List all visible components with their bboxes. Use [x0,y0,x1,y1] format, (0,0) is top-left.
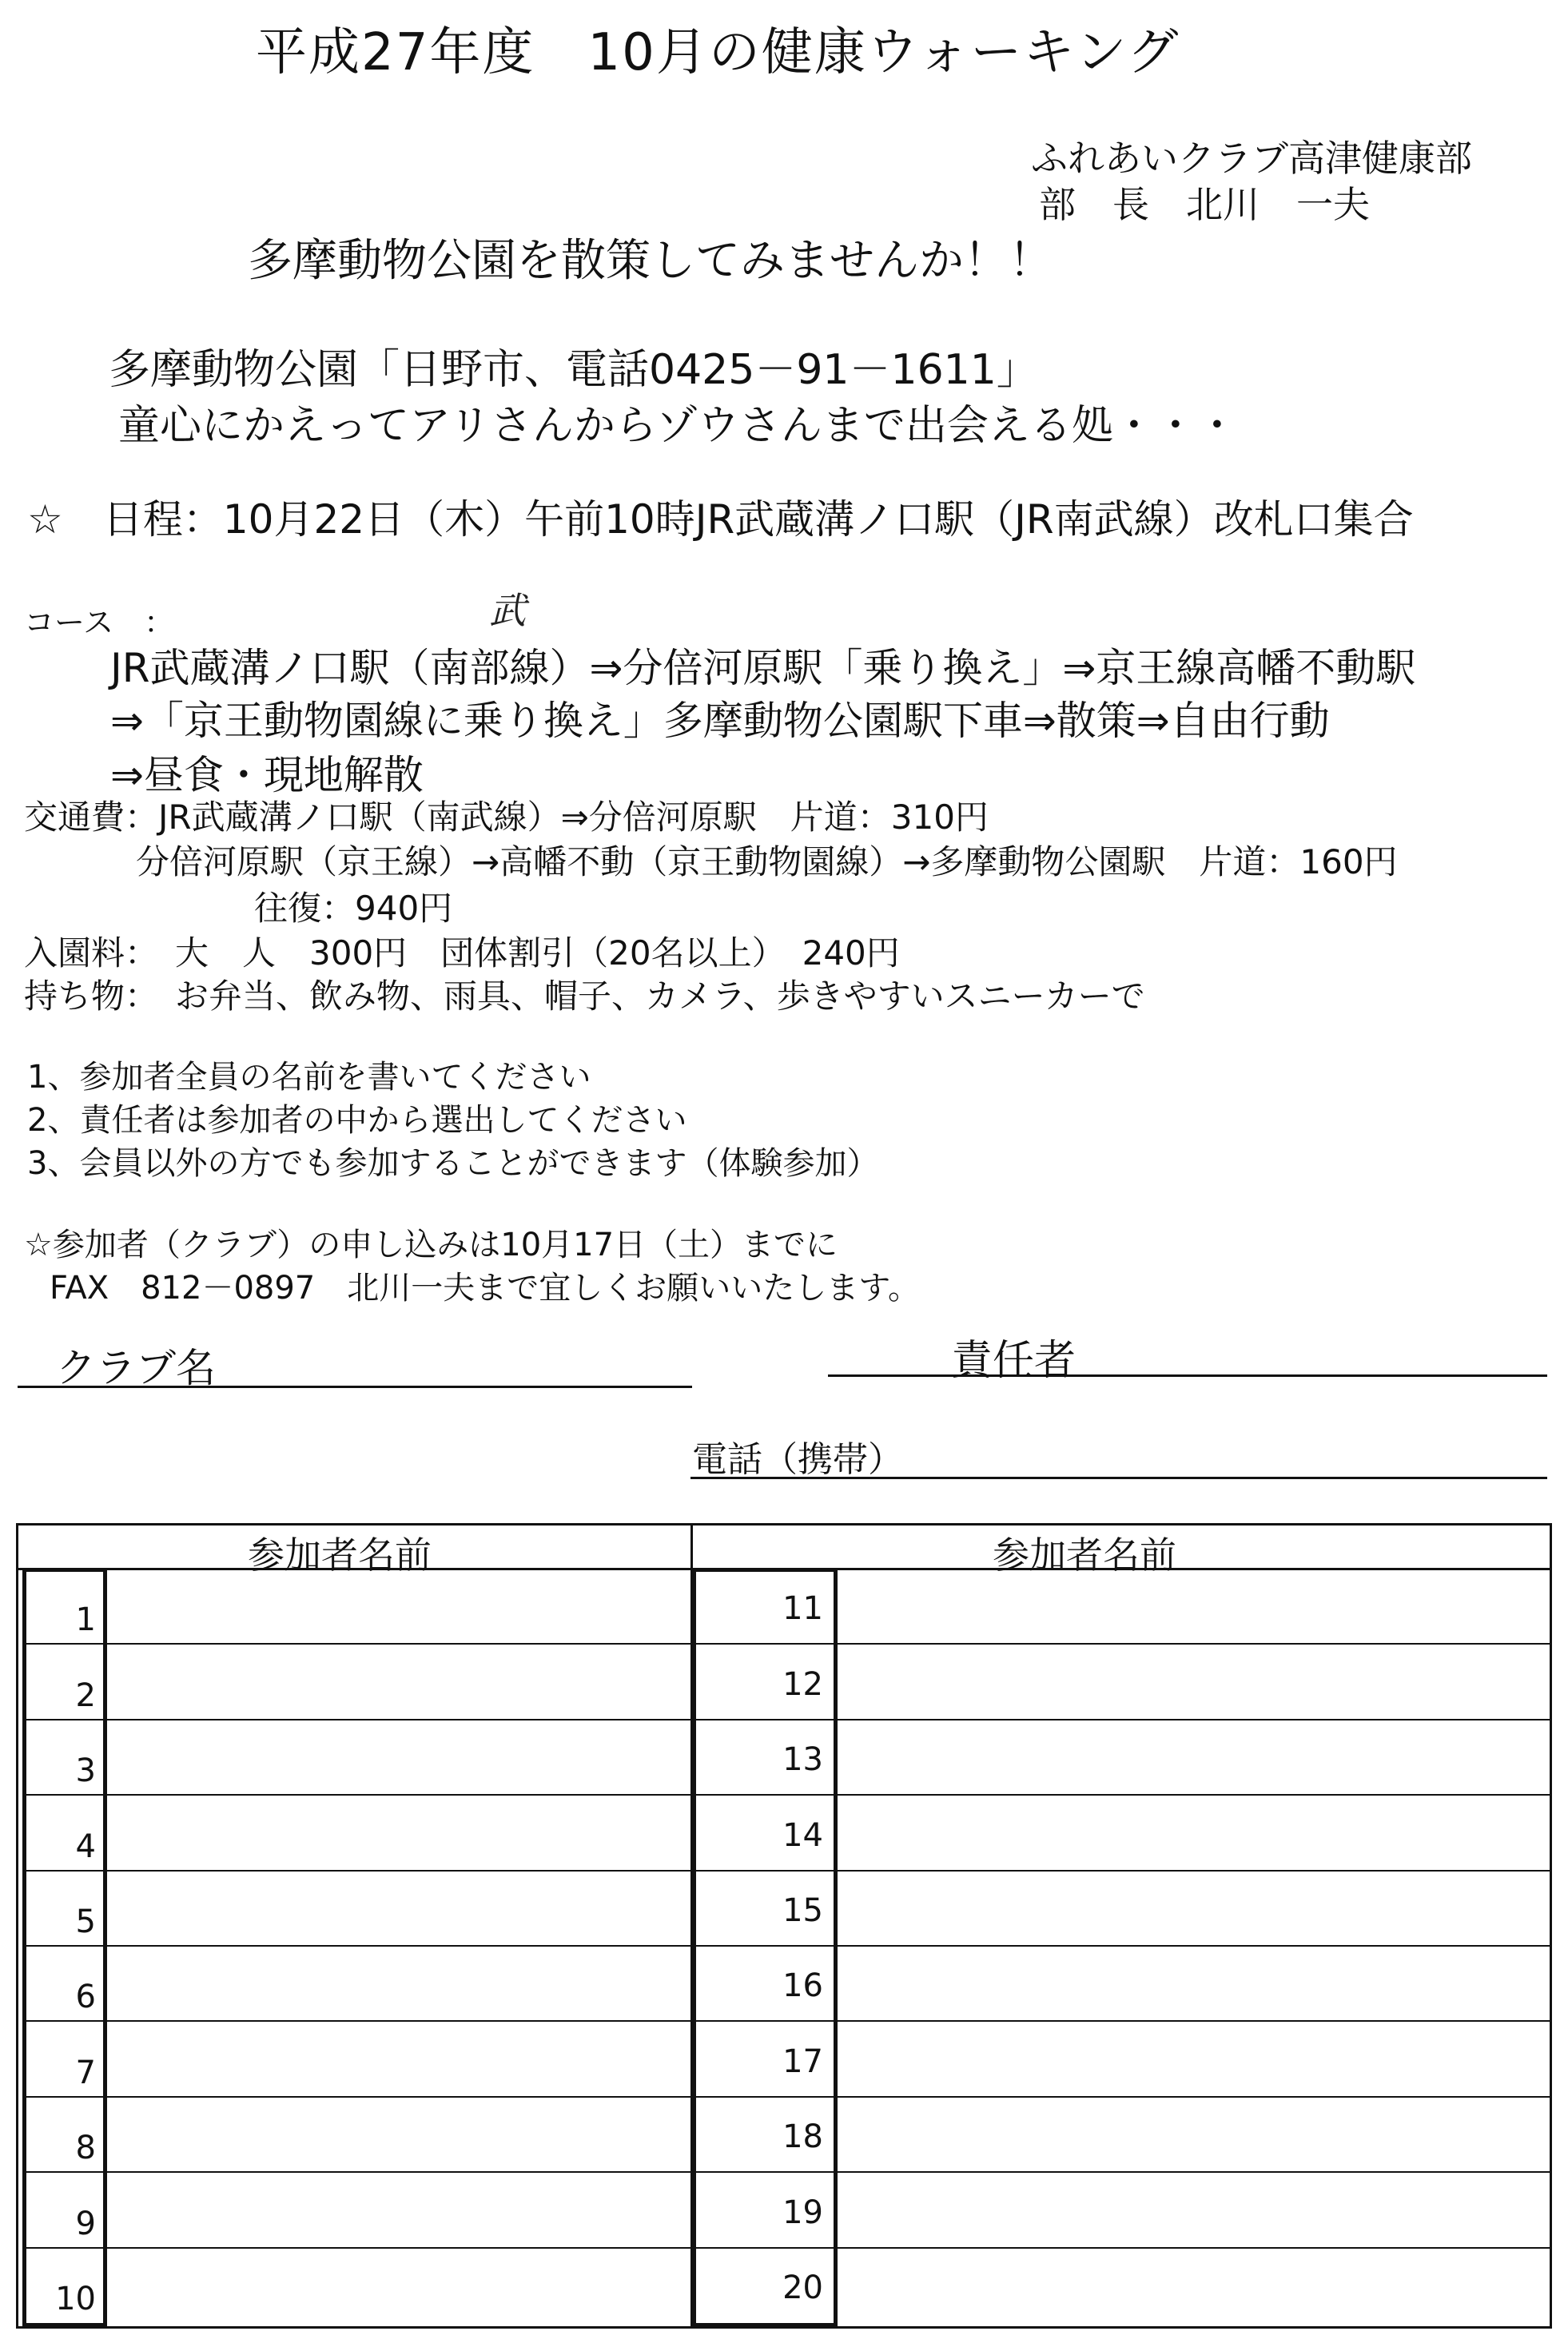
row-rule-left [24,1870,690,1872]
club-name-label: クラブ名 [56,1345,216,1391]
note-3: 3、会員以外の方でも参加することができます（体験参加） [27,1145,879,1182]
row-rule-left [24,1945,690,1947]
belongings: 持ち物： お弁当、飲み物、雨具、帽子、カメラ、歩きやすいスニーカーで [24,977,1145,1016]
organizer-chief: 部 長 北川 一夫 [1039,183,1370,226]
fare-line-1: 交通費：JR武蔵溝ノ口駅（南武線）⇒分倍河原駅 片道：310円 [24,798,989,837]
row-number-left: 2 [75,1677,96,1714]
note-1: 1、参加者全員の名前を書いてください [27,1059,591,1096]
info-line-1: 多摩動物公園「日野市、電話0425－91－1611」 [109,346,1038,394]
row-rule-right [694,2020,1550,2022]
row-rule-left [24,2020,690,2022]
table-header-right: 参加者名前 [993,1533,1176,1577]
admission-fee: 入園料： 大 人 300円 団体割引（20名以上） 240円 [24,933,900,973]
responsible-label: 責任者 [951,1337,1077,1385]
row-rule-right [694,2096,1550,2098]
club-name-field[interactable] [18,1386,692,1388]
row-number-right: 13 [782,1741,823,1779]
row-rule-right [694,1870,1550,1872]
fare-line-3: 往復：940円 [254,889,453,928]
row-number-right: 18 [782,2118,823,2156]
row-number-left: 8 [75,2130,96,2167]
row-number-left: 3 [75,1752,96,1790]
row-rule-right [694,1794,1550,1796]
row-rule-left [24,1794,690,1796]
row-rule-left [24,1719,690,1720]
row-rule-right [694,1643,1550,1645]
row-number-left: 4 [75,1828,96,1865]
row-rule-right [694,1945,1550,1947]
row-rule-right [694,2171,1550,2173]
participant-table [16,1523,1552,2329]
row-rule-right [694,1719,1550,1720]
row-number-right: 15 [782,1892,823,1929]
row-number-left: 1 [75,1601,96,1639]
row-number-left: 5 [75,1903,96,1940]
fare-line-2: 分倍河原駅（京王線）→高幡不動（京王動物園線）→多摩動物公園駅 片道：160円 [136,842,1398,881]
row-number-left: 6 [75,1979,96,2016]
handwritten-correction: 武 [489,589,526,632]
row-number-right: 14 [782,1816,823,1854]
row-number-right: 11 [782,1590,823,1628]
schedule: ☆ 日程：10月22日（木）午前10時JR武蔵溝ノ口駅（JR南武線）改札口集合 [27,496,1414,543]
organizer-name: ふれあいクラブ高津健康部 [1031,137,1472,180]
course-line-3: ⇒昼食・現地解散 [110,752,424,798]
page-title: 平成27年度 10月の健康ウォーキング [256,23,1180,82]
row-number-right: 17 [782,2043,823,2080]
info-line-2: 童心にかえってアリさんからゾウさんまで出会える処・・・ [118,402,1238,450]
row-rule-right [694,2247,1550,2249]
subtitle: 多摩動物公園を散策してみませんか！！ [248,235,1053,287]
apply-fax: FAX 812－0897 北川一夫まで宜しくお願いいたします。 [50,1270,921,1307]
row-number-right: 20 [782,2269,823,2306]
phone-label: 電話（携帯） [692,1439,903,1480]
row-number-left: 10 [55,2281,96,2317]
row-rule-left [24,1643,690,1645]
row-rule-left [24,2247,690,2249]
row-rule-left [24,2171,690,2173]
row-number-right: 16 [782,1967,823,2005]
note-2: 2、責任者は参加者の中から選出してください [27,1102,687,1139]
row-number-right: 12 [782,1665,823,1703]
row-number-left: 9 [75,2205,96,2242]
row-number-right: 19 [782,2194,823,2231]
course-line-2: ⇒「京王動物園線に乗り換え」多摩動物公園駅下車⇒散策⇒自由行動 [110,698,1330,744]
table-header-left: 参加者名前 [248,1533,432,1577]
phone-field[interactable] [690,1477,1547,1479]
row-number-left: 7 [75,2054,96,2091]
responsible-field[interactable] [828,1374,1547,1377]
course-line-1: JR武蔵溝ノ口駅（南部線）⇒分倍河原駅「乗り換え」⇒京王線高幡不動駅 [110,645,1416,691]
apply-deadline: ☆参加者（クラブ）の申し込みは10月17日（土）までに [24,1227,838,1263]
course-label: コース ： [24,605,175,640]
row-rule-left [24,2096,690,2098]
